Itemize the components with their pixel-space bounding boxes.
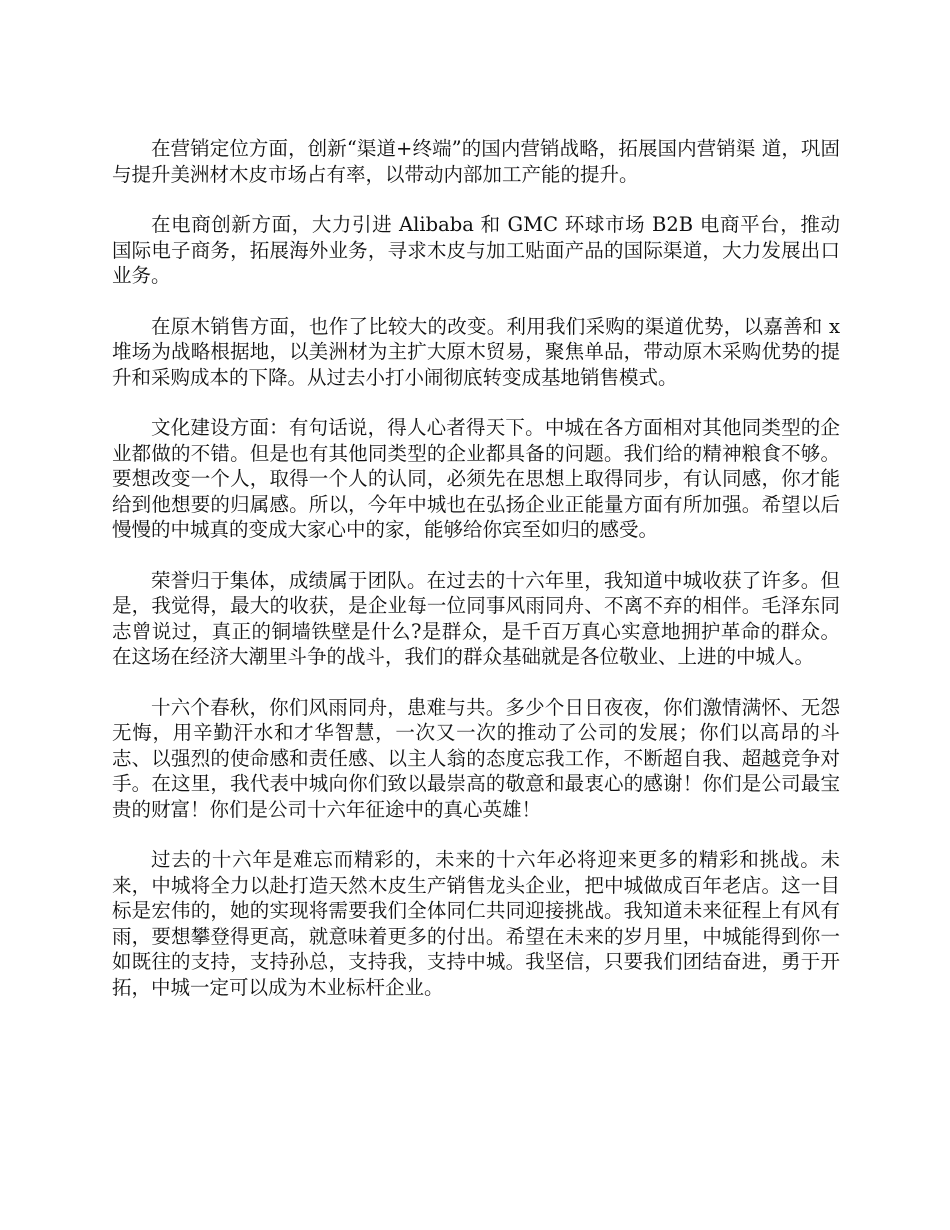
paragraph-culture-building: 文化建设方面：有句话说，得人心者得天下。中城在各方面相对其他同类型的企业都做的不错。但是也有其他同类型的企业都具备的问题。我们给的精神粮食不够。要想改变一个人，取得一个人的认同，必须先在思想上取得同步，有认同感，你才能给到他想要的归属感。所以，今年中城也在弘扬企业正能量方面有所加强。希望以后慢慢的中城真的变成大家心中的家，能够给你宾至如归的感受。 — [112, 416, 840, 541]
paragraph-ecommerce-innovation: 在电商创新方面，大力引进 Alibaba 和 GMC 环球市场 B2B 电商平台，推动国际电子商务，拓展海外业务，寻求木皮与加工贴面产品的国际渠道，大力发展出口业务。 — [112, 213, 840, 287]
paragraph-future: 过去的十六年是难忘而精彩的，未来的十六年必将迎来更多的精彩和挑战。未来，中城将全力以赴打造天然木皮生产销售龙头企业，把中城做成百年老店。这一目标是宏伟的，她的实现将需要我们全体同仁共同迎接挑战。我知道未来征程上有风有雨，要想攀登得更高，就意味着更多的付出。希望在未来的岁月里，中城能得到你一如既往的支持，支持孙总，支持我，支持中城。我坚信，只要我们团结奋进，勇于开拓，中城一定可以成为木业标杆企业。 — [112, 848, 840, 999]
document-body — [112, 136, 840, 1025]
paragraph-team-honor: 荣誉归于集体，成绩属于团队。在过去的十六年里，我知道中城收获了许多。但是，我觉得，最大的收获，是企业每一位同事风雨同舟、不离不弃的相伴。毛泽东同志曾说过，真正的铜墙铁壁是什么?是群众，是千百万真心实意地拥护革命的群众。在这场在经济大潮里斗争的战斗，我们的群众基础就是各位敬业、上进的中城人。 — [112, 568, 840, 668]
paragraph-log-sales: 在原木销售方面，也作了比较大的改变。利用我们采购的渠道优势，以嘉善和 x 堆场为战略根据地，以美洲材为主扩大原木贸易，聚焦单品，带动原木采购优势的提升和采购成本的下降。从过去小打小闹彻底转变成基地销售模式。 — [112, 314, 840, 389]
paragraph-marketing-positioning: 在营销定位方面，创新“渠道+终端”的国内营销战略，拓展国内营销渠 道，巩固与提升美洲材木皮市场占有率，以带动内部加工产能的提升。 — [112, 137, 840, 186]
paragraph-sixteen-years: 十六个春秋，你们风雨同舟，患难与共。多少个日日夜夜，你们激情满怀、无怨无悔，用辛勤汗水和才华智慧，一次又一次的推动了公司的发展；你们以高昂的斗志、以强烈的使命感和责任感、以主人翁的态度忘我工作，不断超自我、超越竞争对手。在这里，我代表中城向你们致以最崇高的敬意和最衷心的感谢！你们是公司最宝贵的财富！你们是公司十六年征途中的真心英雄！ — [112, 695, 840, 821]
